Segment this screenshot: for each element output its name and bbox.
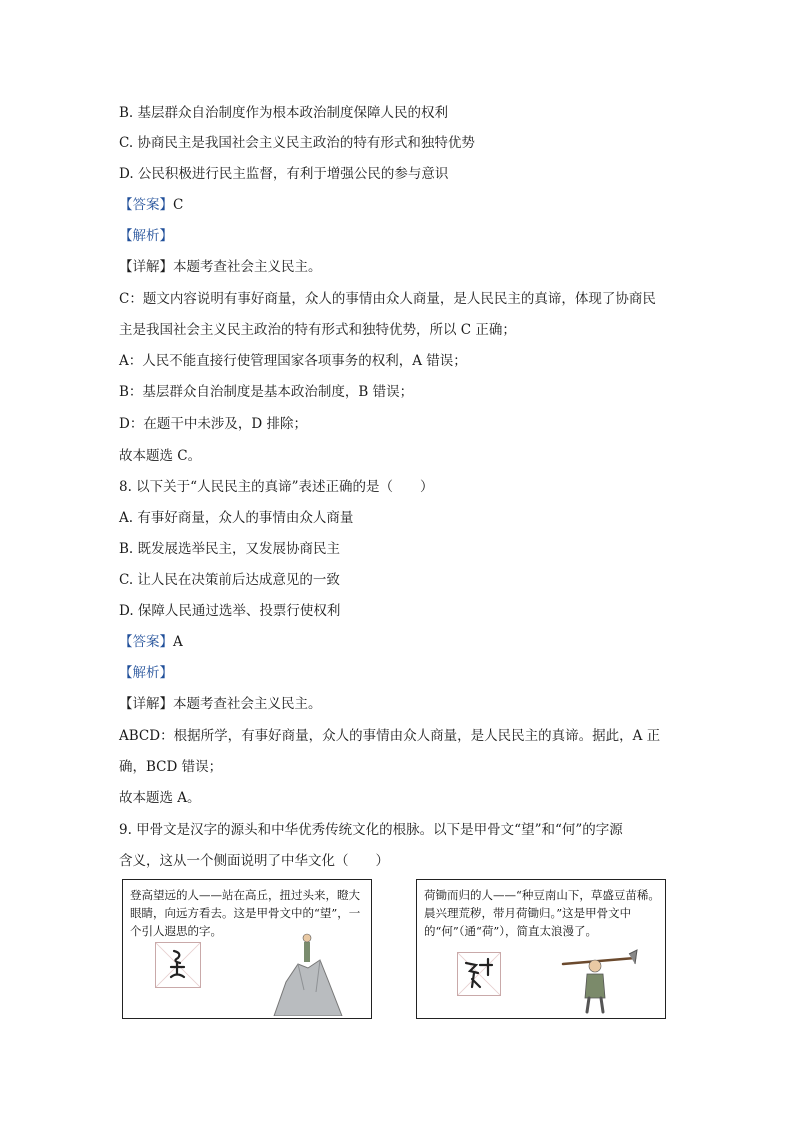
oracle-glyph-he-icon: [458, 953, 500, 995]
analysis-line: [119, 226, 679, 246]
text-line: 【详解】本题考查社会主义民主。: [119, 259, 322, 275]
figure-wang-caption: 登高望远的人——站在高丘，扭过头来，瞪大眼睛，向远方看去。这是甲骨文中的“望”，一个引人遐思的字。: [130, 888, 361, 938]
text-line: B：基层群众自治制度是基本政治制度，B 错误；: [119, 384, 414, 400]
answer-tag: 【答案】: [119, 197, 173, 213]
analysis-tag: 【解析】: [119, 228, 173, 244]
oracle-bone-glyph-frame: [457, 952, 501, 996]
option-b: B. 既发展选举民主，又发展协商民主: [119, 541, 341, 557]
oracle-glyph-wang-icon: [156, 943, 200, 987]
text-line: 故本题选 C。: [119, 448, 202, 464]
text-line: A：人民不能直接行使管理国家各项事务的权利，A 错误；: [119, 353, 467, 369]
answer-line: 【答案】C: [119, 197, 184, 213]
text-line: 故本题选 A。: [119, 790, 201, 806]
option-c: C. 让人民在决策前后达成意见的一致: [119, 572, 340, 588]
text-line: C. 协商民主是我国社会主义民主政治的特有形式和独特优势: [119, 135, 475, 151]
analysis-tag: 【解析】: [119, 665, 173, 681]
figure-he-caption: 荷锄而归的人——“种豆南山下，草盛豆苗稀。晨兴理荒秽，带月荷锄归。”这是甲骨文中的“何”（通“荷”），简直太浪漫了。: [424, 888, 660, 938]
text-line: C：题文内容说明有事好商量，众人的事情由众人商量，是人民民主的真谛，体现了协商民: [119, 291, 656, 307]
question-stem: 8. 以下关于“人民民主的真谛”表述正确的是（ ）: [119, 479, 434, 495]
text-line: 确，BCD 错误；: [119, 759, 223, 775]
analysis-line: [119, 663, 679, 683]
question-stem: 9. 甲骨文是汉字的源头和中华优秀传统文化的根脉。以下是甲骨文“望”和“何”的字源: [119, 822, 623, 838]
text-line: B. 基层群众自治制度作为根本政治制度保障人民的权利: [119, 105, 449, 121]
option-d: D. 保障人民通过选举、投票行使权利: [119, 603, 341, 619]
question-stem: 含义，这从一个侧面说明了中华文化（ ）: [119, 853, 389, 869]
text-line: ABCD：根据所学，有事好商量，众人的事情由众人商量，是人民民主的真谛。据此，A 正: [119, 728, 661, 744]
answer-tag: 【答案】: [119, 634, 173, 650]
person-on-hill-icon: [268, 930, 348, 1016]
figure-wang-box: [122, 879, 372, 1019]
text-line: 主是我国社会主义民主政治的特有形式和独特优势，所以 C 正确；: [119, 322, 516, 338]
figure-he-box: [416, 879, 666, 1019]
oracle-bone-glyph-frame: [155, 942, 201, 988]
text-line: D. 公民积极进行民主监督，有利于增强公民的参与意识: [119, 166, 449, 182]
answer-line: 【答案】A: [119, 634, 183, 650]
option-a: A. 有事好商量，众人的事情由众人商量: [119, 510, 354, 526]
farmer-with-hoe-icon: [557, 946, 639, 1016]
text-line: D：在题干中未涉及，D 排除；: [119, 416, 307, 432]
text-line: 【详解】本题考查社会主义民主。: [119, 696, 322, 712]
